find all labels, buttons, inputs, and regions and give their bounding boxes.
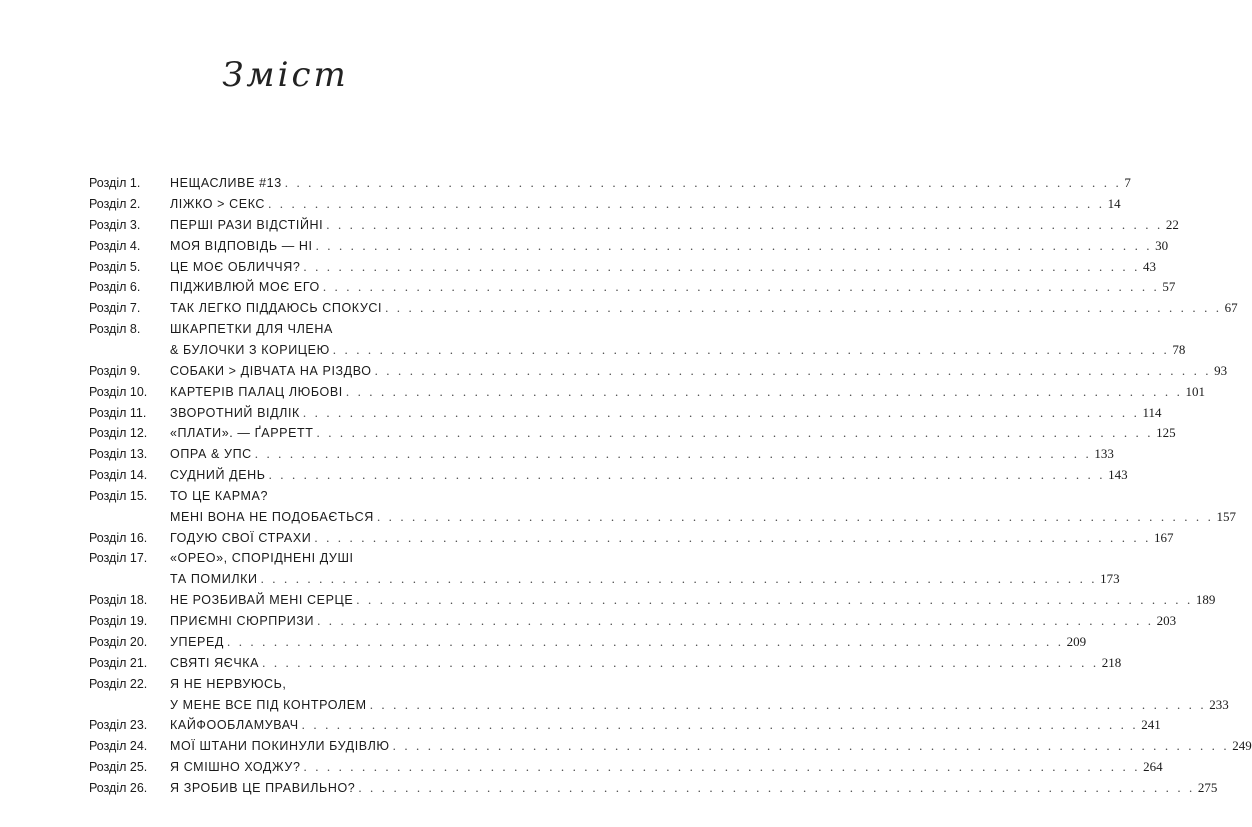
toc-entry	[89, 464, 1128, 485]
dot-leader: . . . . . . . . . . . . . . . . . . . . . . . . . . . . . . . . . . . . . . . . . . . . . . . . . . . . . . . . . . . . . . . . . . . . . . . .	[369, 696, 1207, 712]
page-title: Зміст	[222, 55, 349, 95]
chapter-number: Розділ 9.	[89, 363, 141, 378]
chapter-title: КАРТЕРІВ ПАЛАЦ ЛЮБОВІ	[170, 384, 343, 399]
dot-leader: . . . . . . . . . . . . . . . . . . . . . . . . . . . . . . . . . . . . . . . . . . . . . . . . . . . . . . . . . . . . . . . . . . . . . . . .	[303, 758, 1141, 774]
chapter-title: НЕ РОЗБИВАЙ МЕНІ СЕРЦЕ	[170, 592, 354, 607]
chapter-title: Я СМІШНО ХОДЖУ?	[170, 759, 301, 774]
page-number: 173	[1100, 571, 1120, 587]
chapter-title: УПЕРЕД	[170, 634, 225, 649]
dot-leader: . . . . . . . . . . . . . . . . . . . . . . . . . . . . . . . . . . . . . . . . . . . . . . . . . . . . . . . . . . . . . . . . . . . . . . . .	[345, 383, 1183, 399]
page-number: 209	[1066, 633, 1087, 649]
toc-entry	[89, 673, 1229, 715]
chapter-title: ЛІЖКО > СЕКС	[170, 196, 266, 211]
page-number: 67	[1224, 300, 1238, 316]
chapter-title: МЕНІ ВОНА НЕ ПОДОБАЄТЬСЯ	[170, 510, 374, 525]
page-number: 78	[1172, 342, 1186, 358]
chapter-title: ПЕРШІ РАЗИ ВІДСТІЙНІ	[170, 217, 324, 232]
dot-leader: . . . . . . . . . . . . . . . . . . . . . . . . . . . . . . . . . . . . . . . . . . . . . . . . . . . . . . . . . . . . . . . . . . . . . . . .	[326, 216, 1163, 232]
chapter-title: ОПРА & УПС	[170, 447, 252, 462]
chapter-title: НЕЩАСЛИВЕ #13	[170, 176, 282, 190]
dot-leader: . . . . . . . . . . . . . . . . . . . . . . . . . . . . . . . . . . . . . . . . . . . . . . . . . . . . . . . . . . . . . . . . . . . . . . . .	[284, 175, 1122, 190]
chapter-number: Розділ 6.	[89, 280, 141, 295]
toc-entry	[89, 256, 1156, 277]
page-number: 218	[1101, 654, 1122, 670]
chapter-title: СВЯТІ ЯЄЧКА	[170, 655, 260, 670]
chapter-title-line: ТО ЦЕ КАРМА?	[170, 489, 269, 504]
page-number: 7	[1124, 175, 1131, 190]
dot-leader: . . . . . . . . . . . . . . . . . . . . . . . . . . . . . . . . . . . . . . . . . . . . . . . . . . . . . . . . . . . . . . . . . . . . . . . .	[302, 404, 1140, 420]
toc-entry	[89, 485, 1236, 527]
chapter-number: Розділ 18.	[89, 592, 148, 607]
chapter-number: Розділ 25.	[89, 759, 148, 774]
chapter-number: Розділ 13.	[89, 447, 148, 462]
page-number: 43	[1142, 258, 1156, 274]
dot-leader: . . . . . . . . . . . . . . . . . . . . . . . . . . . . . . . . . . . . . . . . . . . . . . . . . . . . . . . . . . . . . . . . . . . . . . . .	[385, 300, 1222, 316]
dot-leader: . . . . . . . . . . . . . . . . . . . . . . . . . . . . . . . . . . . . . . . . . . . . . . . . . . . . . . . . . . . . . . . . . . . . . . . .	[316, 425, 1154, 441]
page-number: 203	[1156, 612, 1177, 628]
page-number: 157	[1216, 509, 1236, 525]
table-of-contents	[89, 172, 1252, 798]
page-number: 233	[1209, 696, 1229, 712]
toc-entry	[89, 610, 1177, 631]
chapter-number: Розділ 2.	[89, 196, 141, 211]
chapter-title: ПІДЖИВЛЮЙ МОЄ ЕГО	[170, 280, 320, 295]
page-number: 264	[1143, 758, 1163, 774]
chapter-number: Розділ 12.	[89, 426, 148, 441]
toc-entry	[89, 381, 1205, 402]
chapter-title: Я ЗРОБИВ ЦЕ ПРАВИЛЬНО?	[170, 780, 356, 795]
dot-leader: . . . . . . . . . . . . . . . . . . . . . . . . . . . . . . . . . . . . . . . . . . . . . . . . . . . . . . . . . . . . . . . . . . . . . . . .	[315, 237, 1153, 253]
chapter-title: ПРИЄМНІ СЮРПРИЗИ	[170, 613, 315, 628]
chapter-title: ТА ПОМИЛКИ	[170, 572, 258, 587]
dot-leader: . . . . . . . . . . . . . . . . . . . . . . . . . . . . . . . . . . . . . . . . . . . . . . . . . . . . . . . . . . . . . . . . . . . . . . . .	[260, 571, 1098, 587]
dot-leader: . . . . . . . . . . . . . . . . . . . . . . . . . . . . . . . . . . . . . . . . . . . . . . . . . . . . . . . . . . . . . . . . . . . . . . . .	[227, 633, 1064, 649]
chapter-number: Розділ 10.	[89, 384, 148, 399]
chapter-title-line: Я НЕ НЕРВУЮСЬ,	[170, 676, 287, 691]
chapter-number: Розділ 23.	[89, 718, 148, 733]
toc-entry	[89, 547, 1120, 589]
chapter-number: Розділ 4.	[89, 238, 141, 253]
chapter-number: Розділ 11.	[89, 405, 147, 420]
chapter-title: МОЇ ШТАНИ ПОКИНУЛИ БУДІВЛЮ	[170, 738, 390, 753]
dot-leader: . . . . . . . . . . . . . . . . . . . . . . . . . . . . . . . . . . . . . . . . . . . . . . . . . . . . . . . . . . . . . . . . . . . . . . . .	[332, 342, 1170, 358]
toc-entry	[89, 443, 1114, 464]
chapter-title: & БУЛОЧКИ З КОРИЦЕЮ	[170, 343, 330, 358]
page-number: 249	[1232, 737, 1252, 753]
chapter-number: Розділ 24.	[89, 738, 148, 753]
chapter-number: Розділ 7.	[89, 301, 141, 316]
chapter-title: СОБАКИ > ДІВЧАТА НА РІЗДВО	[170, 363, 372, 378]
chapter-title: ЦЕ МОЄ ОБЛИЧЧЯ?	[170, 259, 301, 274]
toc-entry	[89, 297, 1238, 318]
page-number: 114	[1142, 404, 1162, 420]
toc-entry	[89, 360, 1228, 381]
dot-leader: . . . . . . . . . . . . . . . . . . . . . . . . . . . . . . . . . . . . . . . . . . . . . . . . . . . . . . . . . . . . . . . . . . . . . . . .	[303, 258, 1140, 274]
chapter-number: Розділ 17.	[89, 551, 148, 566]
chapter-number: Розділ 26.	[89, 780, 148, 795]
chapter-title-line: «ОРЕО», СПОРІДНЕНІ ДУШІ	[170, 551, 354, 566]
chapter-number: Розділ 16.	[89, 530, 148, 545]
chapter-title: У МЕНЕ ВСЕ ПІД КОНТРОЛЕМ	[170, 697, 367, 712]
chapter-title: КАЙФООБЛАМУВАЧ	[170, 718, 299, 733]
dot-leader: . . . . . . . . . . . . . . . . . . . . . . . . . . . . . . . . . . . . . . . . . . . . . . . . . . . . . . . . . . . . . . . . . . . . . . . .	[268, 467, 1106, 483]
dot-leader: . . . . . . . . . . . . . . . . . . . . . . . . . . . . . . . . . . . . . . . . . . . . . . . . . . . . . . . . . . . . . . . . . . . . . . . .	[301, 717, 1139, 733]
toc-entry	[89, 714, 1161, 735]
chapter-number: Розділ 15.	[89, 489, 148, 504]
dot-leader: . . . . . . . . . . . . . . . . . . . . . . . . . . . . . . . . . . . . . . . . . . . . . . . . . . . . . . . . . . . . . . . . . . . . . . . .	[374, 362, 1212, 378]
toc-entry	[89, 527, 1174, 548]
chapter-title: «ПЛАТИ». — ҐАРРЕТТ	[170, 426, 314, 441]
page-number: 167	[1153, 529, 1174, 545]
dot-leader: . . . . . . . . . . . . . . . . . . . . . . . . . . . . . . . . . . . . . . . . . . . . . . . . . . . . . . . . . . . . . . . . . . . . . . . .	[392, 737, 1230, 753]
page-number: 125	[1156, 425, 1176, 441]
dot-leader: . . . . . . . . . . . . . . . . . . . . . . . . . . . . . . . . . . . . . . . . . . . . . . . . . . . . . . . . . . . . . . . . . . . . . . . .	[317, 612, 1154, 628]
dot-leader: . . . . . . . . . . . . . . . . . . . . . . . . . . . . . . . . . . . . . . . . . . . . . . . . . . . . . . . . . . . . . . . . . . . . . . . .	[314, 529, 1151, 545]
dot-leader: . . . . . . . . . . . . . . . . . . . . . . . . . . . . . . . . . . . . . . . . . . . . . . . . . . . . . . . . . . . . . . . . . . . . . . . .	[268, 195, 1105, 211]
chapter-title: ТАК ЛЕГКО ПІДДАЮСЬ СПОКУСІ	[170, 301, 383, 316]
chapter-number: Розділ 5.	[89, 259, 141, 274]
toc-entry	[89, 214, 1179, 235]
toc-entry	[89, 422, 1176, 443]
chapter-number: Розділ 14.	[89, 468, 148, 483]
chapter-number: Розділ 21.	[89, 655, 148, 670]
dot-leader: . . . . . . . . . . . . . . . . . . . . . . . . . . . . . . . . . . . . . . . . . . . . . . . . . . . . . . . . . . . . . . . . . . . . . . . .	[376, 509, 1214, 525]
dot-leader: . . . . . . . . . . . . . . . . . . . . . . . . . . . . . . . . . . . . . . . . . . . . . . . . . . . . . . . . . . . . . . . . . . . . . . . .	[358, 779, 1195, 795]
toc-entry	[89, 735, 1252, 756]
page-number: 93	[1214, 362, 1228, 378]
page-number: 101	[1185, 383, 1205, 399]
page-number: 14	[1107, 195, 1121, 211]
toc-entry	[89, 402, 1162, 423]
chapter-title: ЗВОРОТНИЙ ВІДЛІК	[170, 405, 300, 420]
page-number: 30	[1155, 237, 1169, 253]
toc-entry	[89, 318, 1186, 360]
toc-entry	[89, 235, 1169, 256]
dot-leader: . . . . . . . . . . . . . . . . . . . . . . . . . . . . . . . . . . . . . . . . . . . . . . . . . . . . . . . . . . . . . . . . . . . . . . . .	[322, 279, 1160, 295]
page-number: 22	[1165, 216, 1179, 232]
toc-entry	[89, 777, 1218, 798]
page-number: 275	[1197, 779, 1218, 795]
dot-leader: . . . . . . . . . . . . . . . . . . . . . . . . . . . . . . . . . . . . . . . . . . . . . . . . . . . . . . . . . . . . . . . . . . . . . . . .	[356, 591, 1193, 607]
toc-entry	[89, 589, 1216, 610]
page-number: 189	[1195, 591, 1216, 607]
chapter-title: СУДНИЙ ДЕНЬ	[170, 468, 266, 483]
chapter-number: Розділ 19.	[89, 613, 148, 628]
toc-entry	[89, 652, 1122, 673]
page-number: 143	[1108, 467, 1128, 483]
page-number: 57	[1162, 279, 1176, 295]
page-number: 133	[1094, 446, 1114, 462]
chapter-number: Розділ 3.	[89, 217, 141, 232]
dot-leader: . . . . . . . . . . . . . . . . . . . . . . . . . . . . . . . . . . . . . . . . . . . . . . . . . . . . . . . . . . . . . . . . . . . . . . . .	[254, 446, 1092, 462]
chapter-number: Розділ 8.	[89, 322, 141, 337]
chapter-title: ГОДУЮ СВОЇ СТРАХИ	[170, 530, 312, 545]
chapter-number: Розділ 22.	[89, 676, 148, 691]
toc-entry	[89, 631, 1087, 652]
chapter-number: Розділ 20.	[89, 634, 148, 649]
toc-entry	[89, 193, 1121, 214]
toc-entry	[89, 172, 1131, 193]
chapter-number: Розділ 1.	[89, 176, 141, 190]
toc-entry	[89, 756, 1163, 777]
chapter-title-line: ШКАРПЕТКИ ДЛЯ ЧЛЕНА	[170, 322, 333, 337]
dot-leader: . . . . . . . . . . . . . . . . . . . . . . . . . . . . . . . . . . . . . . . . . . . . . . . . . . . . . . . . . . . . . . . . . . . . . . . .	[262, 654, 1099, 670]
chapter-title: МОЯ ВІДПОВІДЬ — НІ	[170, 238, 313, 253]
toc-entry	[89, 276, 1176, 297]
page-number: 241	[1141, 717, 1161, 733]
